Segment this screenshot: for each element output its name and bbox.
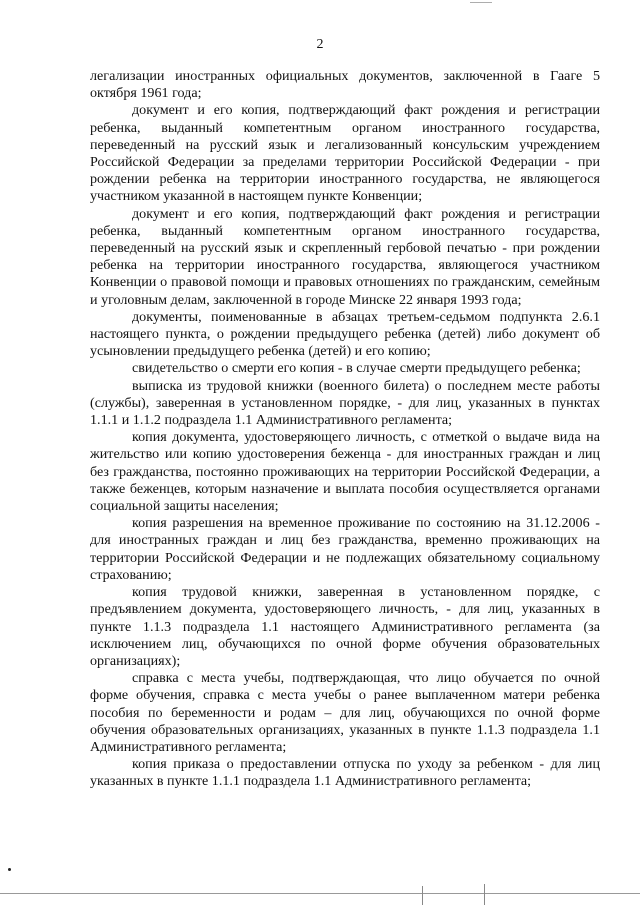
paragraph-7: копия документа, удостоверяющего личность, с отметкой о выдаче вида на жительство или копию удостоверения беженца - для иностранных граждан и лиц без гражданства, постоянно проживающих на территории Российской Федерации, а также беженцев, которым назначение и выплата пособия осуществляется органами социальной защиты населения; (90, 429, 600, 515)
paragraph-9: копия трудовой книжки, заверенная в установленном порядке, с предъявлением документа, удостоверяющего личность, - для лиц, указанных в пункте 1.1.3 подраздела 1.1 настоящего Административного регламента (за исключением лиц, обучающихся по очной форме обучения образовательных организациях); (90, 584, 600, 669)
scan-bottom-tick-left (422, 886, 423, 905)
scan-mark-top (470, 2, 492, 3)
paragraph-6: выписка из трудовой книжки (военного билета) о последнем месте работы (службы), заверенная в установленном порядке, - для лиц, указанных в пунктах 1.1.1 и 1.1.2 подраздела 1.1 Административного регламента; (90, 377, 600, 429)
scan-bottom-line (0, 893, 640, 894)
document-body (90, 68, 600, 791)
scan-margin-dot (8, 868, 11, 871)
paragraph-3: документ и его копия, подтверждающий факт рождения и регистрации ребенка, выданный компетентным органом иностранного государства, переведенный на русский язык и скрепленный гербовой печатью - при рождении ребенка на территории иностранного государства, являющегося участником Конвенции о правовой помощи и правовых отношениях по гражданским, семейным и уголовным делам, заключенной в городе Минске 22 января 1993 года; (90, 205, 600, 308)
paragraph-5: свидетельство о смерти его копия - в случае смерти предыдущего ребенка; (132, 360, 581, 377)
paragraph-10: справка с места учебы, подтверждающая, что лицо обучается по очной форме обучения, справка с места учебы о ранее выплаченном матери ребенка пособия по беременности и родам – для лиц, обучающихся по очной форме обучения образовательных организациях, указанных в пункте 1.1.3 подраздела 1.1 Административного регламента; (90, 670, 600, 755)
scan-bottom-tick-right (484, 884, 485, 905)
paragraph-2: документ и его копия, подтверждающий факт рождения и регистрации ребенка, выданный компетентным органом иностранного государства, переведенный на русский язык и легализованный консульским учреждением Российской Федерации за пределами территории Российской Федерации - при рождении ребенка на территории иностранного государства, не являющегося участником указанной в настоящем пункте Конвенции; (90, 102, 600, 205)
paragraph-11: копия приказа о предоставлении отпуска по уходу за ребенком - для лиц указанных в пункте 1.1.1 подраздела 1.1 Административного регламента; (90, 756, 600, 790)
page-number: 2 (316, 37, 324, 52)
paragraph-8: копия разрешения на временное проживание по состоянию на 31.12.2006 - для иностранных граждан и лиц без гражданства, временно проживающих на территории Российской Федерации и не подлежащих обязательному социальному страхованию; (90, 515, 600, 583)
paragraph-4: документы, поименованные в абзацах третьем-седьмом подпункта 2.6.1 настоящего пункта, о рождении предыдущего ребенка (детей) либо документ об усыновлении предыдущего ребенка (детей) и его копию; (90, 308, 600, 360)
paragraph-1: легализации иностранных официальных документов, заключенной в Гааге 5 октября 1961 года; (90, 68, 600, 102)
